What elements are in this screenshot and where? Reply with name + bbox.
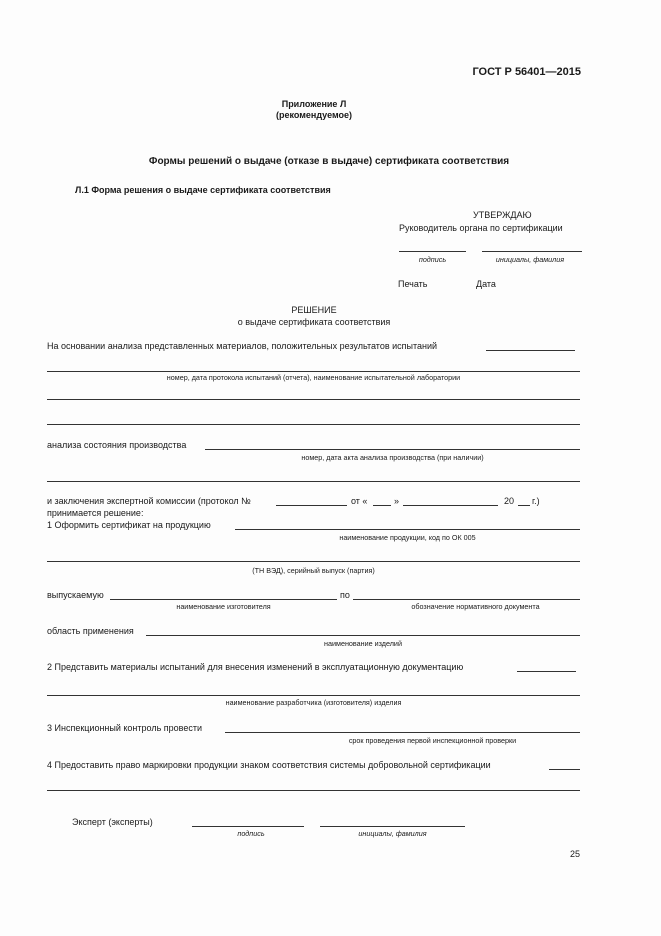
commission-prefix: и заключения экспертной комиссии (протокол №	[47, 496, 251, 506]
item3-caption: срок проведения первой инспекционной проверки	[348, 736, 517, 745]
main-title: Формы решений о выдаче (отказе в выдаче) сертификата соответствия	[148, 156, 510, 167]
appendix-status: (рекомендуемое)	[276, 110, 352, 120]
protocol-line	[47, 371, 580, 372]
expert-signature-line	[192, 826, 304, 827]
protocol-caption: номер, дата протокола испытаний (отчета), наименование испытательной лаборатории	[166, 373, 461, 382]
decision-taken: принимается решение:	[47, 508, 144, 518]
expert-signature-caption: подпись	[237, 829, 265, 838]
item2-fill-line	[517, 671, 576, 672]
document-caption: обозначение нормативного документа	[411, 602, 540, 611]
item3-line	[225, 732, 580, 733]
document-line	[353, 599, 580, 600]
produced-label: выпускаемую	[47, 590, 104, 600]
date-label: Дата	[476, 279, 496, 289]
seal-label: Печать	[398, 279, 428, 289]
commission-quote: »	[394, 496, 400, 506]
protocol-year-line	[518, 505, 530, 506]
item2-text: 2 Представить материалы испытаний для внесения изменений в эксплуатационную документацию	[47, 662, 464, 672]
item1-caption2: (ТН ВЭД), серийный выпуск (партия)	[252, 566, 375, 575]
item1-caption: наименование продукции, код по ОК 005	[339, 533, 476, 542]
blank-line-1	[47, 399, 580, 400]
expert-name-line	[320, 826, 465, 827]
decision-subtitle: о выдаче сертификата соответствия	[237, 317, 391, 327]
approve-label: УТВЕРЖДАЮ	[473, 210, 532, 220]
basis-fill-line	[486, 350, 575, 351]
item1-line2	[47, 561, 580, 562]
by-label: по	[340, 590, 350, 600]
scope-caption: наименование изделий	[324, 639, 402, 648]
item4-text: 4 Предоставить право маркировки продукции знаком соответствия системы добровольной сертификации	[47, 760, 491, 770]
item3-text: 3 Инспекционный контроль провести	[47, 723, 202, 733]
item4-fill-line	[549, 769, 580, 770]
protocol-number-line	[276, 505, 347, 506]
item1-line	[235, 529, 580, 530]
protocol-month-line	[403, 505, 498, 506]
commission-from: от «	[351, 496, 368, 506]
item2-caption: наименование разработчика (изготовителя) изделия	[225, 698, 402, 707]
approver-signature-line	[399, 251, 466, 252]
basis-text: На основании анализа представленных материалов, положительных результатов испытаний	[47, 341, 438, 351]
page-number: 25	[570, 849, 581, 859]
item1-text: 1 Оформить сертификат на продукцию	[47, 520, 211, 530]
appendix-title: Приложение Л	[281, 99, 347, 109]
approver-signature-caption: подпись	[418, 255, 447, 264]
production-caption: номер, дата акта анализа производства (при наличии)	[301, 453, 484, 462]
commission-year: 20	[504, 496, 515, 506]
decision-title: РЕШЕНИЕ	[291, 305, 337, 315]
manufacturer-caption: наименование изготовителя	[176, 602, 271, 611]
blank-line-2	[47, 424, 580, 425]
production-analysis-line	[205, 449, 580, 450]
expert-name-caption: инициалы, фамилия	[358, 829, 427, 838]
scope-label: область применения	[47, 626, 134, 636]
approver-position: Руководитель органа по сертификации	[399, 223, 563, 233]
blank-line-3	[47, 481, 580, 482]
protocol-day-line	[373, 505, 391, 506]
item4-line	[47, 790, 580, 791]
approver-name-caption: инициалы, фамилия	[495, 255, 565, 264]
standard-number: ГОСТ Р 56401—2015	[472, 66, 581, 78]
approver-name-line	[482, 251, 582, 252]
section-title: Л.1 Форма решения о выдаче сертификата соответствия	[75, 185, 331, 195]
expert-label: Эксперт (эксперты)	[72, 817, 153, 827]
item2-line	[47, 695, 580, 696]
manufacturer-line	[110, 599, 337, 600]
production-analysis-label: анализа состояния производства	[47, 440, 187, 450]
commission-year-suffix: г.)	[532, 496, 540, 506]
scope-line	[146, 635, 580, 636]
